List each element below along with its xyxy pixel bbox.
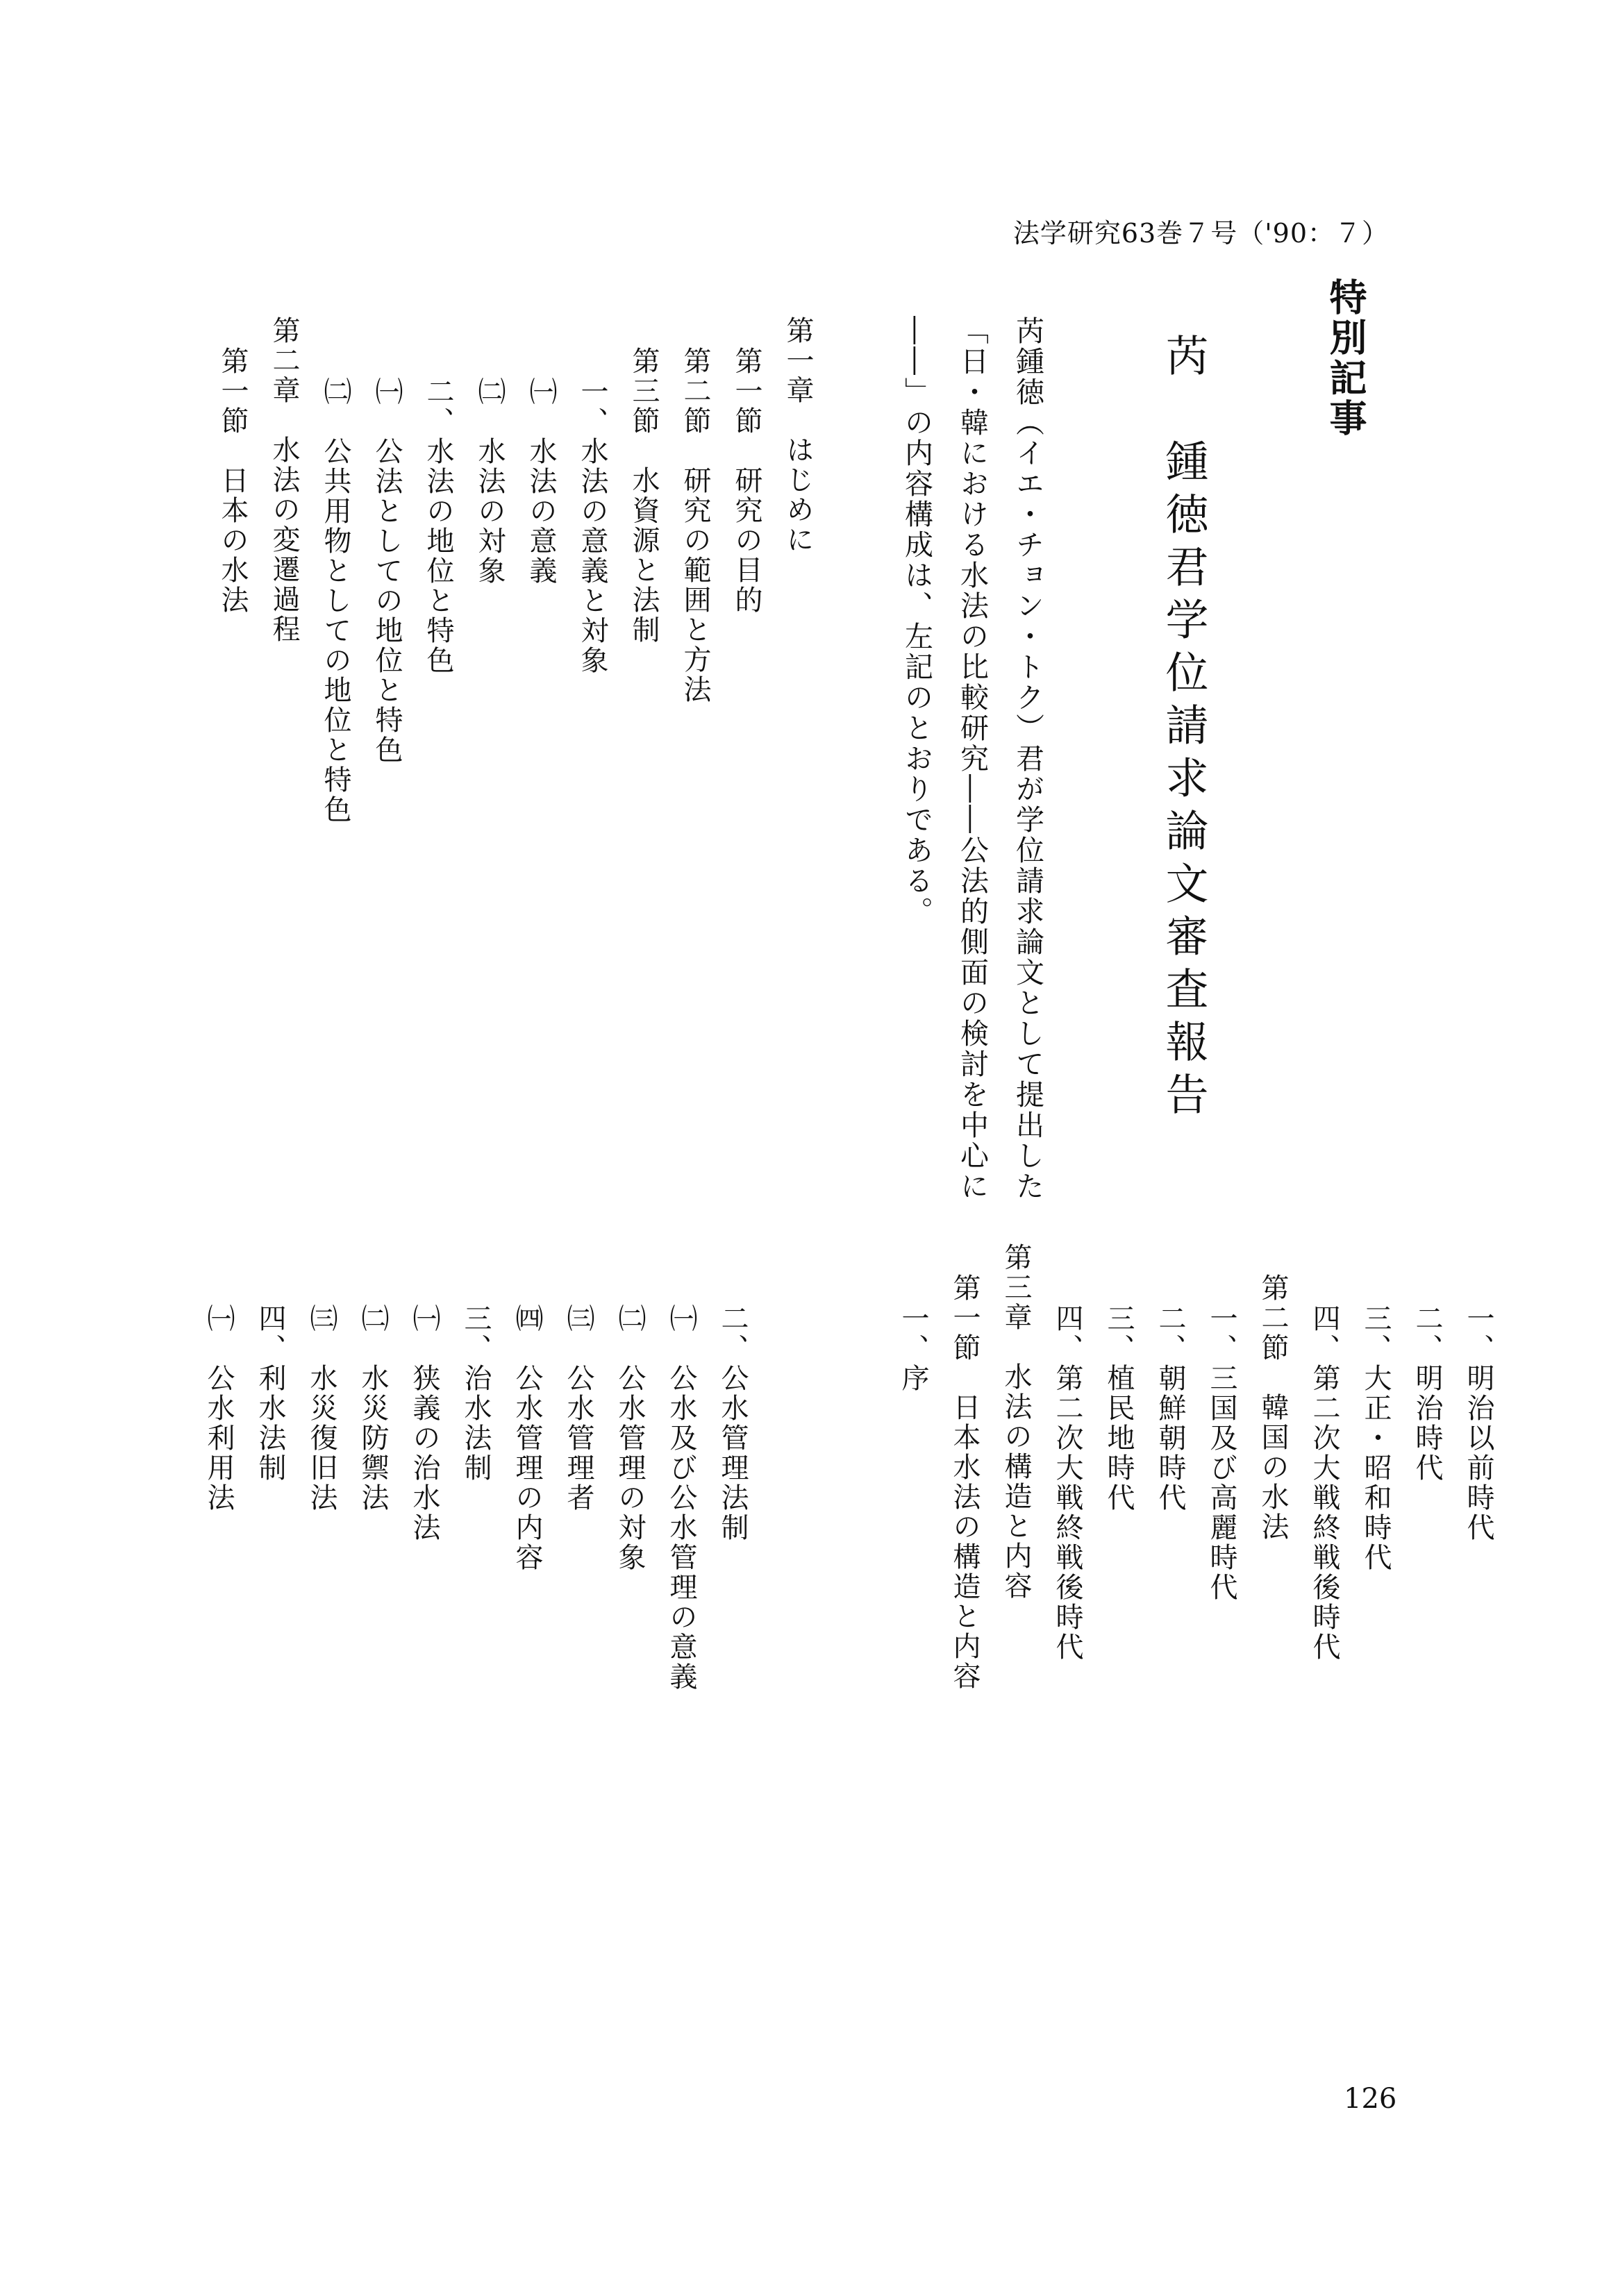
toc-entry: ㈡ 公共用物としての地位と特色 <box>319 377 351 825</box>
toc-entry: 第一節 日本の水法 <box>217 346 249 615</box>
table-of-contents-lower-right <box>882 1243 1499 1715</box>
toc-entry: 一、水法の意義と対象 <box>576 377 608 676</box>
page-title: 芮 鍾徳君学位請求論文審査報告 <box>1158 333 1209 1125</box>
toc-entry: 三、植民地時代 <box>1103 1304 1135 1513</box>
toc-entry: 二、明治時代 <box>1411 1304 1443 1483</box>
table-of-contents-upper <box>201 316 818 941</box>
toc-entry: 一、三国及び高麗時代 <box>1206 1304 1237 1602</box>
toc-entry: 第一節 日本水法の構造と内容 <box>949 1273 981 1691</box>
toc-entry: 一、明治以前時代 <box>1462 1304 1494 1543</box>
toc-entry: ㈠ 公水及び公水管理の意義 <box>665 1304 697 1692</box>
toc-entry: ㈣ 公水管理の内容 <box>511 1304 543 1573</box>
journal-header: 法学研究63巻７号（'90：７） <box>1012 218 1389 249</box>
toc-entry: 第一節 研究の目的 <box>731 346 762 615</box>
page-number: 126 <box>1344 2083 1397 2115</box>
toc-entry: ㈠ 公水利用法 <box>203 1304 235 1513</box>
toc-entry: 第二節 韓国の水法 <box>1257 1273 1289 1542</box>
toc-entry: ㈡ 公水管理の対象 <box>614 1304 646 1573</box>
toc-entry: 三、治水法制 <box>460 1304 492 1483</box>
toc-entry: ㈡ 水法の対象 <box>474 377 506 586</box>
toc-entry: 三、大正・昭和時代 <box>1360 1304 1392 1573</box>
toc-entry: 第一章 はじめに <box>782 316 814 555</box>
toc-entry: ㈡ 水災防禦法 <box>357 1304 389 1513</box>
intro-paragraph: 芮鍾徳（イエ・チョン・トク）君が学位請求論文として提出した「日・韓における水法の比較研究――公法的側面の検討を中心に――」の内容構成は、左記のとおりである。 <box>900 316 1044 1202</box>
toc-entry: ㈠ 公法としての地位と特色 <box>371 377 403 765</box>
table-of-contents-lower-left <box>187 1243 753 1715</box>
toc-entry: 二、水法の地位と特色 <box>422 377 454 676</box>
toc-entry: 第二章 水法の変遷過程 <box>268 316 300 644</box>
toc-entry: 二、公水管理法制 <box>717 1304 749 1543</box>
toc-entry: 四、第二次大戦終戦後時代 <box>1051 1304 1083 1662</box>
toc-entry: 二、朝鮮朝時代 <box>1154 1304 1186 1513</box>
toc-entry: 第三章 水法の構造と内容 <box>1000 1243 1032 1601</box>
toc-entry: 四、利水法制 <box>254 1304 286 1483</box>
toc-entry: ㈢ 公水管理者 <box>562 1304 594 1513</box>
toc-entry: ㈢ 水災復旧法 <box>306 1304 337 1513</box>
toc-entry: 第二節 研究の範囲と方法 <box>679 346 711 705</box>
toc-entry: 四、第二次大戦終戦後時代 <box>1308 1304 1340 1662</box>
toc-entry: ㈠ 水法の意義 <box>525 377 557 586</box>
section-label: 特別記事 <box>1324 278 1368 439</box>
toc-entry: ㈠ 狭義の治水法 <box>408 1304 440 1543</box>
toc-entry: 一、序 <box>897 1304 929 1393</box>
toc-entry: 第三節 水資源と法制 <box>628 346 660 645</box>
